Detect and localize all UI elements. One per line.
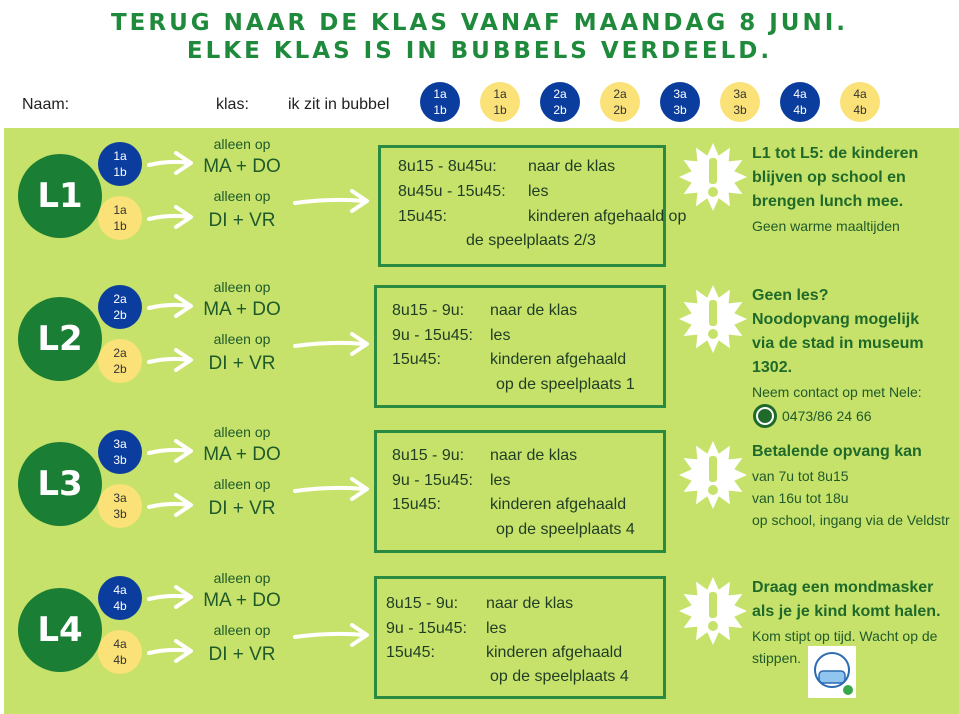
note-heading: L1 tot L5: de kinderen xyxy=(752,145,919,162)
note-text: Neem contact op met Nele: xyxy=(752,384,922,400)
schedule-time: 9u - 15u45: xyxy=(392,327,473,344)
note-heading: brengen lunch mee. xyxy=(752,193,904,210)
alleen-op-label: alleen op xyxy=(213,331,271,347)
schedule-text: kinderen afgehaald op xyxy=(528,208,687,225)
level-badge-l4: L4 xyxy=(18,588,102,672)
schedule-text: les xyxy=(528,183,549,200)
bubble-option-bottom: 3b xyxy=(673,103,687,117)
bubble-option-4a-blue[interactable] xyxy=(780,82,820,122)
schedule-text: naar de klas xyxy=(490,302,578,319)
schedule-text: kinderen afgehaald xyxy=(486,644,623,661)
level-badge-l2: L2 xyxy=(18,297,102,381)
schedule-box-l2 xyxy=(374,285,666,408)
schedule-time: 8u15 - 8u45u: xyxy=(398,158,497,175)
headline-line-1: TERUG NAAR DE KLAS VANAF MAANDAG 8 JUNI. xyxy=(110,10,848,36)
days-ma-do: MA + DO xyxy=(203,444,281,465)
days-ma-do: MA + DO xyxy=(203,156,281,177)
exclamation-star-icon xyxy=(678,142,748,212)
note-text: stippen. xyxy=(752,650,802,666)
exclamation-star-icon xyxy=(678,440,748,510)
schedule-text: kinderen afgehaald xyxy=(490,351,627,368)
bubble-top: 3a xyxy=(113,437,127,451)
schedule-box-l1 xyxy=(378,145,687,267)
bubble-top: 2a xyxy=(113,346,127,360)
alleen-op-label: alleen op xyxy=(213,136,271,152)
days-di-vr: DI + VR xyxy=(208,353,276,374)
level-badge-l1: L1 xyxy=(18,154,102,238)
schedule-text: les xyxy=(490,327,511,344)
note-heading: Draag een mondmasker xyxy=(752,579,934,596)
schedule-text: les xyxy=(486,620,507,637)
schedule-text: les xyxy=(490,472,511,489)
bubble-top: 1a xyxy=(113,149,127,163)
bubble-option-1a-yellow[interactable] xyxy=(480,82,520,122)
bubble-option-bottom: 1b xyxy=(493,103,507,117)
bubble-option-bottom: 2b xyxy=(553,103,567,117)
schedule-text: naar de klas xyxy=(528,158,616,175)
level-badge-l3: L3 xyxy=(18,442,102,526)
schedule-text: de speelplaats 2/3 xyxy=(466,232,596,249)
schedule-text: op de speelplaats 4 xyxy=(496,521,635,538)
schedule-time: 15u45: xyxy=(386,644,435,661)
bubble-option-top: 2a xyxy=(613,87,627,101)
bubble-option-top: 1a xyxy=(493,87,507,101)
schedule-text: kinderen afgehaald xyxy=(490,496,627,513)
bubble-top: 3a xyxy=(113,491,127,505)
bubble-option-bottom: 4b xyxy=(793,103,807,117)
bubble-top: 1a xyxy=(113,203,127,217)
schedule-text: op de speelplaats 1 xyxy=(496,376,635,393)
arrow-right-icon xyxy=(292,329,372,359)
note-heading: Noodopvang mogelijk xyxy=(752,311,920,328)
arrow-right-icon xyxy=(292,474,372,504)
schedule-time: 15u45: xyxy=(398,208,447,225)
bubble-bottom: 4b xyxy=(113,599,127,613)
bubble-bottom: 1b xyxy=(113,165,127,179)
alleen-op-label: alleen op xyxy=(213,188,271,204)
days-di-vr: DI + VR xyxy=(208,644,276,665)
note-heading: via de stad in museum xyxy=(752,335,924,352)
bubble-blue xyxy=(98,430,142,474)
naam-label: Naam: xyxy=(22,96,70,113)
note-text: op school, ingang via de Veldstr xyxy=(752,512,950,528)
bubble-top: 4a xyxy=(113,583,127,597)
alleen-op-label: alleen op xyxy=(213,279,271,295)
days-ma-do: MA + DO xyxy=(203,299,281,320)
schedule-text: naar de klas xyxy=(490,447,578,464)
bubble-option-bottom: 4b xyxy=(853,103,867,117)
note-heading: blijven op school en xyxy=(752,169,906,186)
bubble-yellow xyxy=(98,339,142,383)
face-mask-icon xyxy=(808,646,856,698)
bubble-option-top: 4a xyxy=(853,87,867,101)
whatsapp-icon xyxy=(752,403,778,429)
schedule-time: 9u - 15u45: xyxy=(386,620,467,637)
bubble-option-top: 2a xyxy=(553,87,567,101)
bubble-option-2a-blue[interactable] xyxy=(540,82,580,122)
schedule-box-l3 xyxy=(374,430,666,553)
bubble-option-bottom: 3b xyxy=(733,103,747,117)
note-heading: als je je kind komt halen. xyxy=(752,603,941,620)
note-text: Kom stipt op tijd. Wacht op de xyxy=(752,628,938,644)
bubble-option-top: 3a xyxy=(733,87,747,101)
exclamation-star-icon xyxy=(678,284,748,354)
note-text: van 7u tot 8u15 xyxy=(752,468,849,484)
bubble-yellow xyxy=(98,630,142,674)
schedule-time: 15u45: xyxy=(392,351,441,368)
headline-line-2: ELKE KLAS IS IN BUBBELS VERDEELD. xyxy=(186,38,773,64)
bubble-option-2a-yellow[interactable] xyxy=(600,82,640,122)
days-ma-do: MA + DO xyxy=(203,590,281,611)
bubble-bottom: 3b xyxy=(113,453,127,467)
bubble-blue xyxy=(98,576,142,620)
schedule-time: 8u15 - 9u: xyxy=(392,302,465,319)
bubble-bottom: 2b xyxy=(113,308,127,322)
days-di-vr: DI + VR xyxy=(208,210,276,231)
bubble-bottom: 2b xyxy=(113,362,127,376)
note-heading: 1302. xyxy=(752,359,793,376)
bubbel-label: ik zit in bubbel xyxy=(288,96,390,113)
schedule-time: 9u - 15u45: xyxy=(392,472,473,489)
bubble-option-3a-blue[interactable] xyxy=(660,82,700,122)
arrow-right-icon xyxy=(292,620,372,650)
schedule-text: naar de klas xyxy=(486,595,574,612)
alleen-op-label: alleen op xyxy=(213,622,271,638)
bubble-yellow xyxy=(98,484,142,528)
bubble-top: 4a xyxy=(113,637,127,651)
bubble-option-top: 4a xyxy=(793,87,807,101)
bubble-option-1a-blue[interactable] xyxy=(420,82,460,122)
exclamation-star-icon xyxy=(678,576,748,646)
bubble-bottom: 1b xyxy=(113,219,127,233)
alleen-op-label: alleen op xyxy=(213,424,271,440)
bubble-top: 2a xyxy=(113,292,127,306)
note-text: van 16u tot 18u xyxy=(752,490,849,506)
note-text: 0473/86 24 66 xyxy=(782,408,872,424)
schedule-time: 8u15 - 9u: xyxy=(392,447,465,464)
bubble-blue xyxy=(98,285,142,329)
bubble-option-3a-yellow[interactable] xyxy=(720,82,760,122)
bubble-bottom: 3b xyxy=(113,507,127,521)
schedule-text: op de speelplaats 4 xyxy=(490,668,629,685)
bubble-bottom: 4b xyxy=(113,653,127,667)
bubble-yellow xyxy=(98,196,142,240)
schedule-time: 8u45u - 15u45: xyxy=(398,183,506,200)
note-heading: Betalende opvang kan xyxy=(752,443,922,460)
klas-label: klas: xyxy=(216,96,249,113)
schedule-time: 8u15 - 9u: xyxy=(386,595,459,612)
schedule-box-l4 xyxy=(374,576,666,699)
alleen-op-label: alleen op xyxy=(213,570,271,586)
bubble-option-top: 3a xyxy=(673,87,687,101)
note-text: Geen warme maaltijden xyxy=(752,218,900,234)
arrow-right-icon xyxy=(292,186,372,216)
schedule-time: 15u45: xyxy=(392,496,441,513)
alleen-op-label: alleen op xyxy=(213,476,271,492)
bubble-option-bottom: 1b xyxy=(433,103,447,117)
bubble-option-bottom: 2b xyxy=(613,103,627,117)
bubble-blue xyxy=(98,142,142,186)
bubble-option-4a-yellow[interactable] xyxy=(840,82,880,122)
note-heading: Geen les? xyxy=(752,287,829,304)
days-di-vr: DI + VR xyxy=(208,498,276,519)
bubble-option-top: 1a xyxy=(433,87,447,101)
